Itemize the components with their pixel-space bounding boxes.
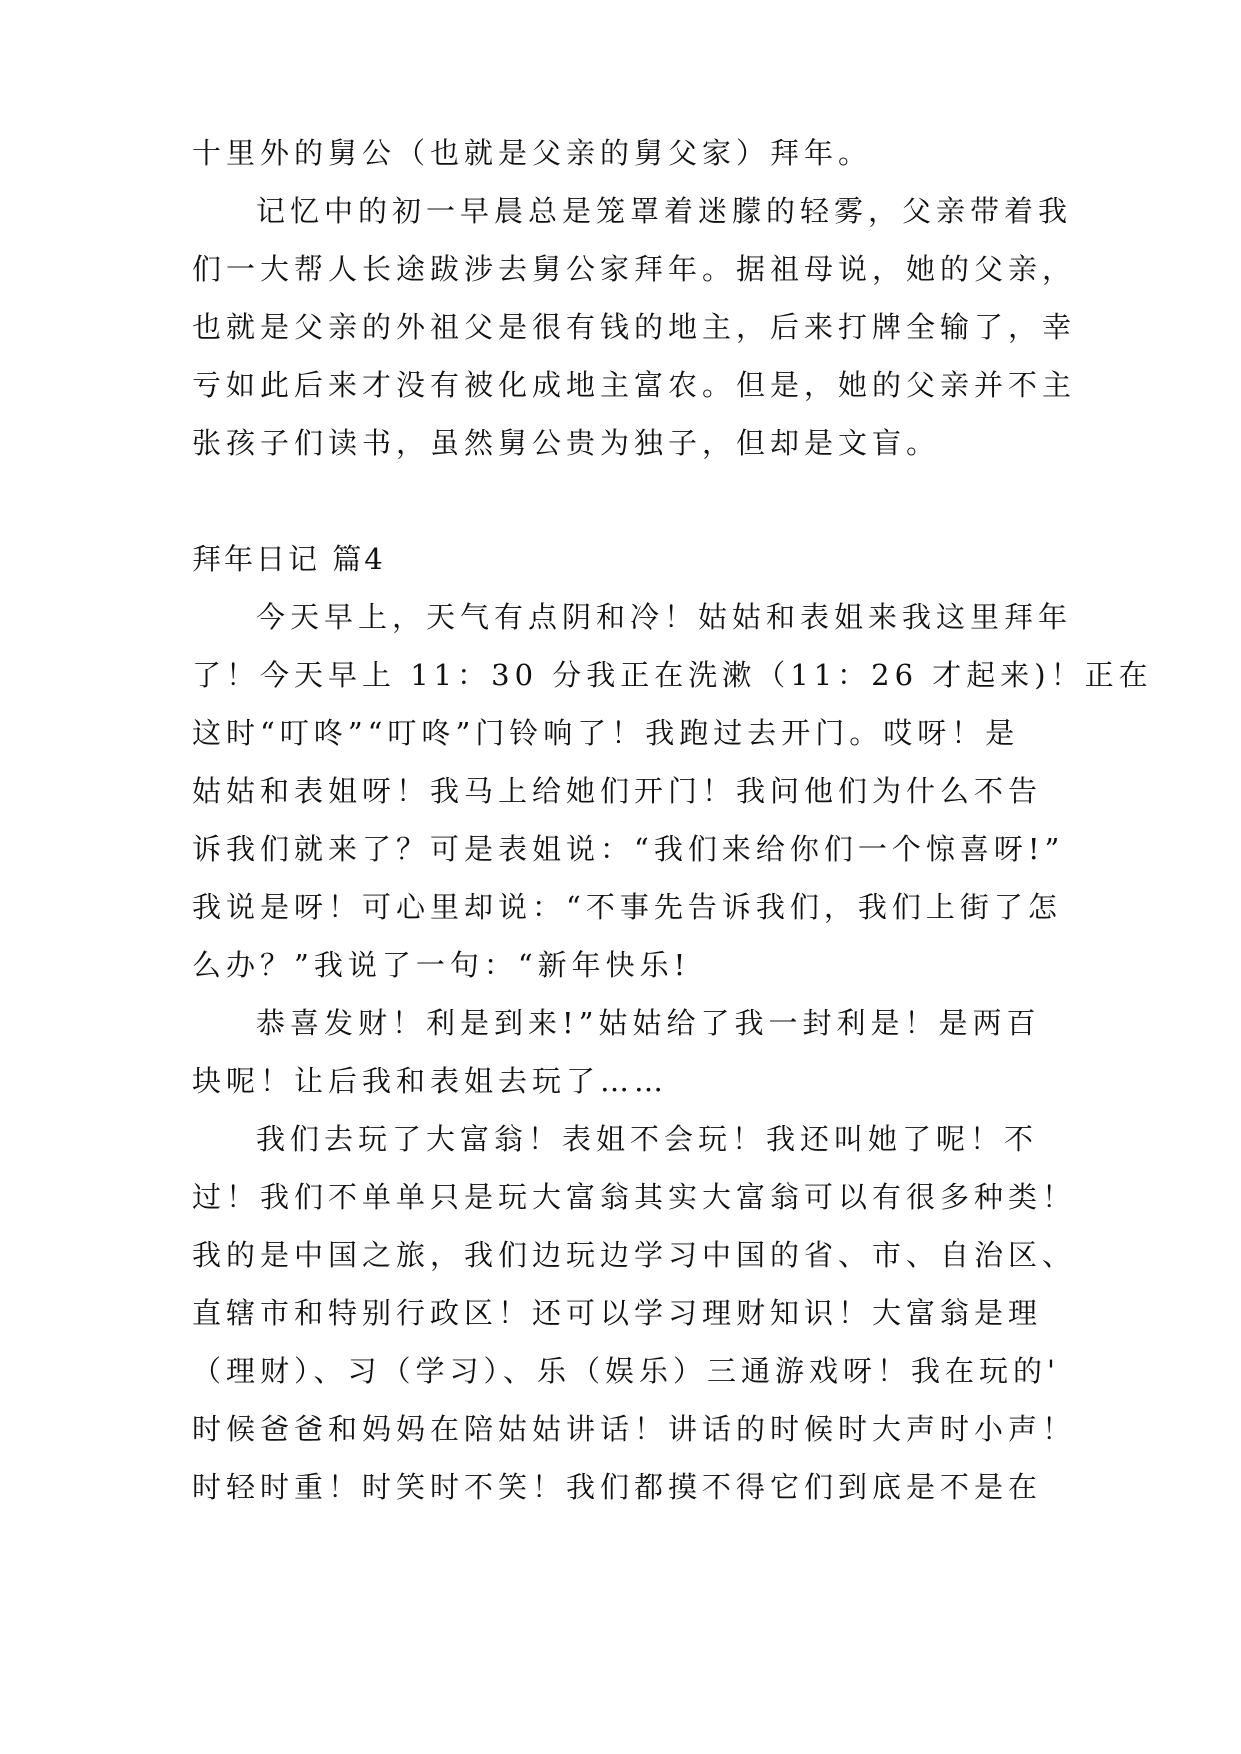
paragraph-line: 直辖市和特别行政区！还可以学习理财知识！大富翁是理 bbox=[192, 1296, 1043, 1330]
paragraph-line: 也就是父亲的外祖父是很有钱的地主，后来打牌全输了，幸 bbox=[192, 310, 1077, 344]
paragraph-line: 十里外的舅公（也就是父亲的舅父家）拜年。 bbox=[192, 136, 873, 170]
paragraph-line: 诉我们就来了？可是表姐说：“我们来给你们一个惊喜呀!” bbox=[192, 832, 1065, 866]
section-spacer bbox=[192, 472, 1052, 530]
paragraph-line: 了！今天早上 11：30 分我正在洗漱（11：26 才起来)！正在 bbox=[192, 658, 1153, 692]
paragraph-line: 过！我们不单单只是玩大富翁其实大富翁可以有很多种类！ bbox=[192, 1180, 1077, 1214]
paragraph-line: 我说是呀！可心里却说：“不事先告诉我们，我们上街了怎 bbox=[192, 890, 1062, 924]
paragraph-line: 我们去玩了大富翁！表姐不会玩！我还叫她了呢！不 bbox=[256, 1122, 1039, 1156]
paragraph-line: 这时“叮咚”“叮咚”门铃响了！我跑过去开门。哎呀！是 bbox=[192, 716, 1020, 750]
paragraph-line: 块呢！让后我和表姐去玩了…… bbox=[192, 1064, 669, 1098]
paragraph-line: 记忆中的初一早晨总是笼罩着迷朦的轻雾，父亲带着我 bbox=[256, 194, 1073, 228]
paragraph-line: 么办？”我说了一句：“新年快乐! bbox=[192, 948, 691, 982]
paragraph-line: 们一大帮人长途跋涉去舅公家拜年。据祖母说，她的父亲， bbox=[192, 252, 1077, 286]
paragraph-line: 我的是中国之旅，我们边玩边学习中国的省、市、自治区、 bbox=[192, 1238, 1077, 1272]
paragraph-line: 时轻时重！时笑时不笑！我们都摸不得它们到底是不是在 bbox=[192, 1470, 1043, 1504]
paragraph-line: （理财）、习（学习）、乐（娱乐）三通游戏呀！我在玩的' bbox=[192, 1354, 1060, 1388]
paragraph-line: 张孩子们读书，虽然舅公贵为独子，但却是文盲。 bbox=[192, 426, 941, 460]
section-heading: 拜年日记 篇4 bbox=[192, 542, 386, 576]
paragraph-line: 姑姑和表姐呀！我马上给她们开门！我问他们为什么不告 bbox=[192, 774, 1043, 808]
document-body bbox=[192, 124, 1153, 1516]
paragraph-line: 今天早上，天气有点阴和冷！姑姑和表姐来我这里拜年 bbox=[256, 600, 1073, 634]
paragraph-line: 恭喜发财！利是到来!”姑姑给了我一封利是！是两百 bbox=[256, 1006, 1041, 1040]
paragraph-line: 时候爸爸和妈妈在陪姑姑讲话！讲话的时候时大声时小声！ bbox=[192, 1412, 1077, 1446]
paragraph-line: 亏如此后来才没有被化成地主富农。但是，她的父亲并不主 bbox=[192, 368, 1077, 402]
